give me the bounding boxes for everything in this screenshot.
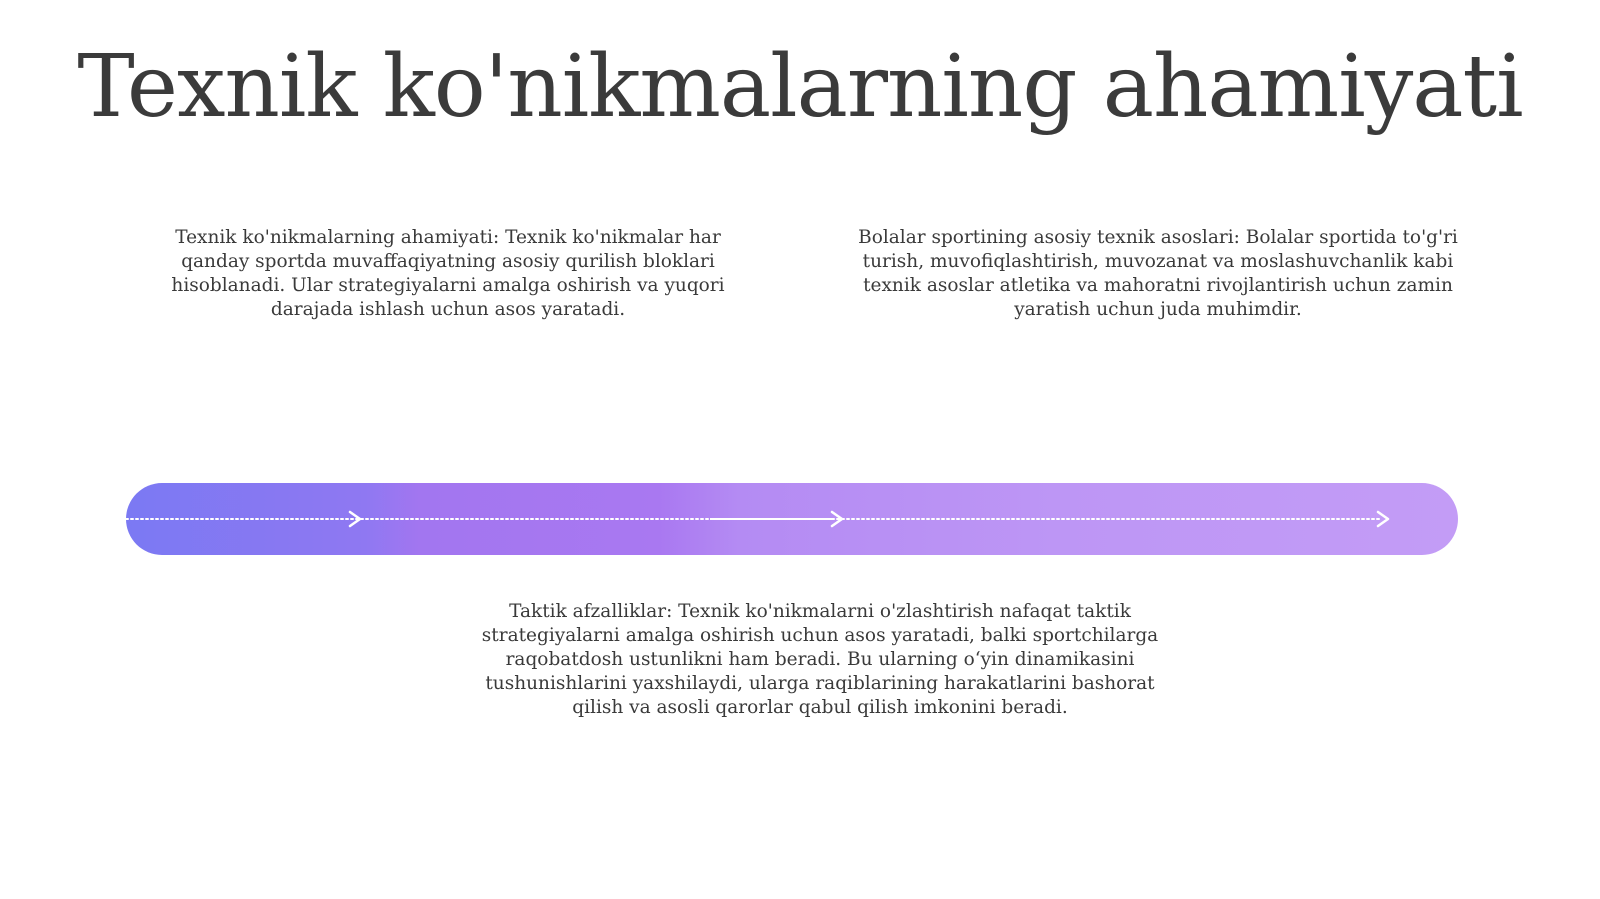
text-block-children-sports-basics: Bolalar sportining asosiy texnik asoslari: Bolalar sportida to'g'ri turish, muvofiqlashtirish, muvozanat va moslashuvchanlik kabi texnik asoslar atletika va mahoratni rivojlantirish uchun zamin yaratish uchun juda muhimdir. xyxy=(858,227,1458,320)
slide-title: Texnik ko'nikmalarning ahamiyati xyxy=(77,37,1523,137)
timeline-arrows xyxy=(126,483,1458,555)
text-block-tactical-advantages: Taktik afzalliklar: Texnik ko'nikmalarni o'zlashtirish nafaqat taktik strategiyalarni amalga oshirish uchun asos yaratadi, balki sportchilarga raqobatdosh ustunlikni ham beradi. Bu ularning o‘yin dinamikasini tushunishlarini yaxshilaydi, ularga raqiblarining harakatlarini bashorat qilish va asosli qarorlar qabul qilish imkonini beradi. xyxy=(481,601,1159,718)
text-block-technical-importance: Texnik ko'nikmalarning ahamiyati: Texnik ko'nikmalar har qanday sportda muvaffaqiyatning asosiy qurilish bloklari hisoblanadi. Ular strategiyalarni amalga oshirish va yuqori darajada ishlash uchun asos yaratadi. xyxy=(171,227,725,320)
timeline-bar xyxy=(126,483,1458,555)
